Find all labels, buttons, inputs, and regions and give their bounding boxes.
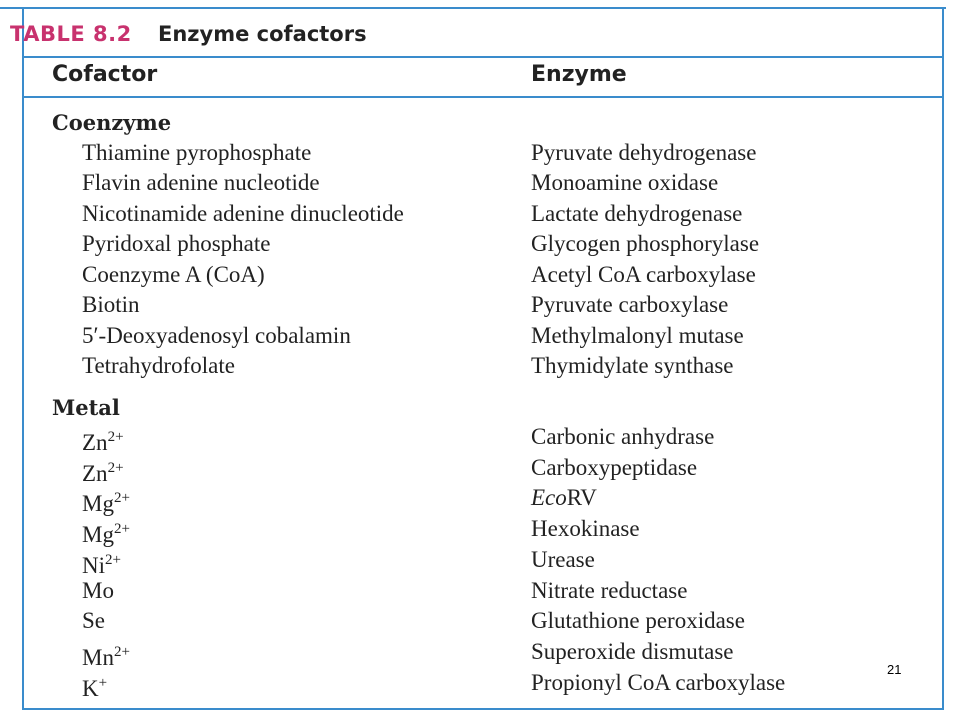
enzyme-cell: Glutathione peroxidase xyxy=(531,608,745,633)
table-row xyxy=(0,606,960,636)
table-row xyxy=(0,351,960,381)
enzyme-cell: Methylmalonyl mutase xyxy=(531,323,744,348)
header-bottom-rule xyxy=(22,96,944,98)
enzyme-cell: Monoamine oxidase xyxy=(531,170,719,195)
cofactor-symbol: Zn xyxy=(82,430,108,455)
table-row xyxy=(0,545,960,578)
cofactor-cell: Se xyxy=(82,608,105,633)
table-row xyxy=(0,321,960,351)
enzyme-cell: Pyruvate dehydrogenase xyxy=(531,140,757,165)
table-row xyxy=(0,668,960,701)
cofactor-cell: Mo xyxy=(82,578,114,603)
enzyme-cell: Glycogen phosphorylase xyxy=(531,231,760,256)
table-row xyxy=(0,199,960,229)
cofactor-cell: Pyridoxal phosphate xyxy=(82,231,271,256)
cofactor-symbol: K xyxy=(82,676,99,701)
table-row xyxy=(0,483,960,516)
enzyme-cell: Thymidylate synthase xyxy=(531,353,734,378)
enzyme-cell: Superoxide dismutase xyxy=(531,639,734,664)
table-row xyxy=(0,576,960,606)
page-number: 21 xyxy=(887,662,902,677)
table-title: Enzyme cofactors xyxy=(158,22,367,46)
enzyme-cell: Urease xyxy=(531,547,595,572)
ion-charge: 2+ xyxy=(107,460,124,476)
table-row xyxy=(0,514,960,547)
group-heading-coenzyme: Coenzyme xyxy=(52,110,172,135)
cofactor-cell: Coenzyme A (CoA) xyxy=(82,262,265,287)
cofactor-symbol: Ni xyxy=(82,553,105,578)
cofactor-cell: Thiamine pyrophosphate xyxy=(82,140,312,165)
table-row xyxy=(0,229,960,259)
enzyme-cell: Carboxypeptidase xyxy=(531,455,698,480)
cofactor-cell xyxy=(82,668,107,704)
ion-charge: 2+ xyxy=(113,490,130,506)
enzyme-cell: Pyruvate carboxylase xyxy=(531,292,729,317)
cofactor-cell: Biotin xyxy=(82,292,140,317)
table-label: TABLE 8.2 xyxy=(10,22,132,46)
table-row xyxy=(0,453,960,486)
enzyme-cell: Propionyl CoA carboxylase xyxy=(531,670,786,695)
header-top-rule xyxy=(22,56,944,58)
group-heading-metal: Metal xyxy=(52,395,120,420)
enzyme-cell xyxy=(531,483,597,513)
column-header-cofactor: Cofactor xyxy=(52,62,158,87)
enzyme-cell: Lactate dehydrogenase xyxy=(531,201,743,226)
enzyme-cell: Nitrate reductase xyxy=(531,578,688,603)
table-row xyxy=(0,168,960,198)
enzyme-cell: Carbonic anhydrase xyxy=(531,424,715,449)
ion-charge: 2+ xyxy=(107,429,124,445)
enzyme-cell: Acetyl CoA carboxylase xyxy=(531,262,756,287)
cofactor-cell: Nicotinamide adenine dinucleotide xyxy=(82,201,404,226)
column-header-enzyme: Enzyme xyxy=(531,62,627,87)
table-row xyxy=(0,290,960,320)
enzyme-cell: Hexokinase xyxy=(531,516,640,541)
cofactor-cell: 5′-Deoxyadenosyl cobalamin xyxy=(82,323,351,348)
enzyme-italic-prefix: Eco xyxy=(531,485,567,510)
ion-charge: 2+ xyxy=(113,644,130,660)
ion-charge: 2+ xyxy=(105,552,121,568)
enzyme-suffix: RV xyxy=(566,485,597,510)
cofactor-symbol: Mg xyxy=(82,491,114,516)
cofactor-symbol: Zn xyxy=(82,461,108,486)
table-row xyxy=(0,260,960,290)
cofactor-cell: Flavin adenine nucleotide xyxy=(82,170,320,195)
cofactor-cell: Tetrahydrofolate xyxy=(82,353,235,378)
cofactor-symbol: Mn xyxy=(82,645,114,670)
table-row xyxy=(0,138,960,168)
ion-charge: 2+ xyxy=(113,521,130,537)
ion-charge: + xyxy=(98,675,108,691)
cofactor-symbol: Mg xyxy=(82,522,114,547)
table-row xyxy=(0,422,960,455)
